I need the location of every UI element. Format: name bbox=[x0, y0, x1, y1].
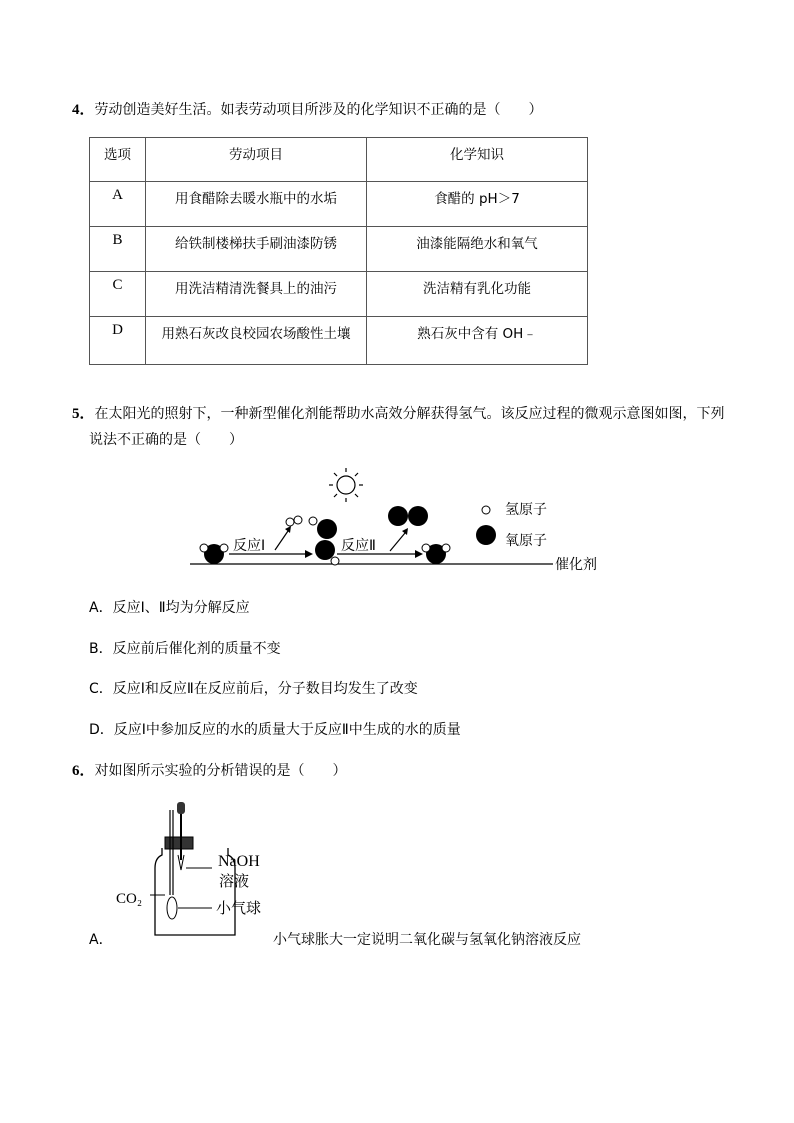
q6-apparatus-diagram bbox=[110, 800, 290, 940]
table-cell: 给铁制楼梯扶手刷油漆防锈 bbox=[146, 227, 367, 272]
q6-option-a-text: 小气球胀大一定说明二氧化碳与氢氧化钠溶液反应 bbox=[273, 932, 581, 948]
co2-label: CO₂ bbox=[116, 891, 143, 907]
table-cell: 用熟石灰改良校园农场酸性土壤 bbox=[146, 317, 367, 365]
table-row bbox=[90, 317, 588, 365]
q6-stem: 6．对如图所示实验的分析错误的是（ ） bbox=[72, 763, 347, 779]
solution-label: 溶液 bbox=[219, 872, 250, 890]
q5-stem-line1: 5．在太阳光的照射下，一种新型催化剂能帮助水高效分解获得氢气。该反应过程的微观示意图如图，下列 bbox=[72, 406, 725, 422]
q4-number: 4 bbox=[72, 102, 80, 118]
table-cell: D bbox=[90, 317, 146, 365]
hydrogen-peroxide-molecule bbox=[309, 517, 339, 565]
table-cell: 用食醋除去暖水瓶中的水垢 bbox=[146, 182, 367, 227]
arrow-head bbox=[402, 528, 408, 535]
q5-option-c: C．反应Ⅰ和反应Ⅱ在反应前后，分子数目均发生了改变 bbox=[89, 681, 418, 697]
table-cell: B bbox=[90, 227, 146, 272]
q6-option-a-letter: A． bbox=[89, 932, 113, 948]
rubber-stopper bbox=[165, 837, 193, 849]
water-molecule bbox=[200, 544, 228, 564]
catalyst-label: 催化剂 bbox=[555, 557, 597, 573]
reaction2-label: 反应Ⅱ bbox=[341, 538, 376, 554]
arrow-up bbox=[390, 533, 405, 551]
table-cell: 食醋的 pH＞7 bbox=[367, 182, 588, 227]
naoh-label: NaOH bbox=[218, 853, 260, 870]
q5-option-b: B．反应前后催化剂的质量不变 bbox=[89, 641, 281, 657]
balloon-icon bbox=[167, 897, 177, 919]
reaction1-label: 反应Ⅰ bbox=[233, 538, 266, 554]
q4-text: 劳动创造美好生活。如表劳动项目所涉及的化学知识不正确的是（ ） bbox=[94, 102, 543, 118]
q5-reaction-diagram bbox=[185, 465, 615, 580]
arrow-head bbox=[415, 550, 423, 558]
table-header-cell: 选项 bbox=[90, 138, 146, 182]
q5-stem-line2: 说法不正确的是（ ） bbox=[89, 432, 243, 448]
balloon-label: 小气球 bbox=[216, 899, 262, 917]
q5-option-a: A．反应Ⅰ、Ⅱ均为分解反应 bbox=[89, 600, 250, 616]
table-cell: A bbox=[90, 182, 146, 227]
oxygen-molecule bbox=[388, 506, 428, 526]
q4-stem: 4．劳动创造美好生活。如表劳动项目所涉及的化学知识不正确的是（ ） bbox=[72, 102, 543, 118]
q4-table bbox=[89, 137, 588, 365]
table-cell: 油漆能隔绝水和氧气 bbox=[367, 227, 588, 272]
table-header-cell: 化学知识 bbox=[367, 138, 588, 182]
table-cell: 熟石灰中含有 OH﹣ bbox=[367, 317, 588, 365]
table-header-row bbox=[90, 138, 588, 182]
table-row bbox=[90, 227, 588, 272]
water-molecule bbox=[422, 544, 450, 564]
table-cell: 洗洁精有乳化功能 bbox=[367, 272, 588, 317]
legend-hydrogen-icon bbox=[482, 506, 490, 514]
table-cell: 用洗洁精清洗餐具上的油污 bbox=[146, 272, 367, 317]
arrow-up bbox=[275, 531, 288, 550]
q5-text-line1: 在太阳光的照射下，一种新型催化剂能帮助水高效分解获得氢气。该反应过程的微观示意图如图，下列 bbox=[94, 406, 725, 422]
legend-hydrogen-label: 氢原子 bbox=[505, 502, 547, 518]
table-cell: C bbox=[90, 272, 146, 317]
legend-oxygen-icon bbox=[476, 525, 496, 545]
q5-option-d: D．反应Ⅰ中参加反应的水的质量大于反应Ⅱ中生成的水的质量 bbox=[89, 722, 461, 738]
q6-number: 6 bbox=[72, 763, 80, 779]
q5-number: 5 bbox=[72, 406, 80, 422]
legend-oxygen-label: 氧原子 bbox=[505, 533, 547, 549]
table-header-cell: 劳动项目 bbox=[146, 138, 367, 182]
table-row bbox=[90, 272, 588, 317]
arrow-head bbox=[305, 550, 313, 558]
hydrogen-molecule bbox=[286, 516, 302, 526]
dropper-bulb bbox=[177, 802, 185, 814]
table-row bbox=[90, 182, 588, 227]
q6-text: 对如图所示实验的分析错误的是（ ） bbox=[94, 763, 347, 779]
sun-icon bbox=[329, 468, 363, 502]
